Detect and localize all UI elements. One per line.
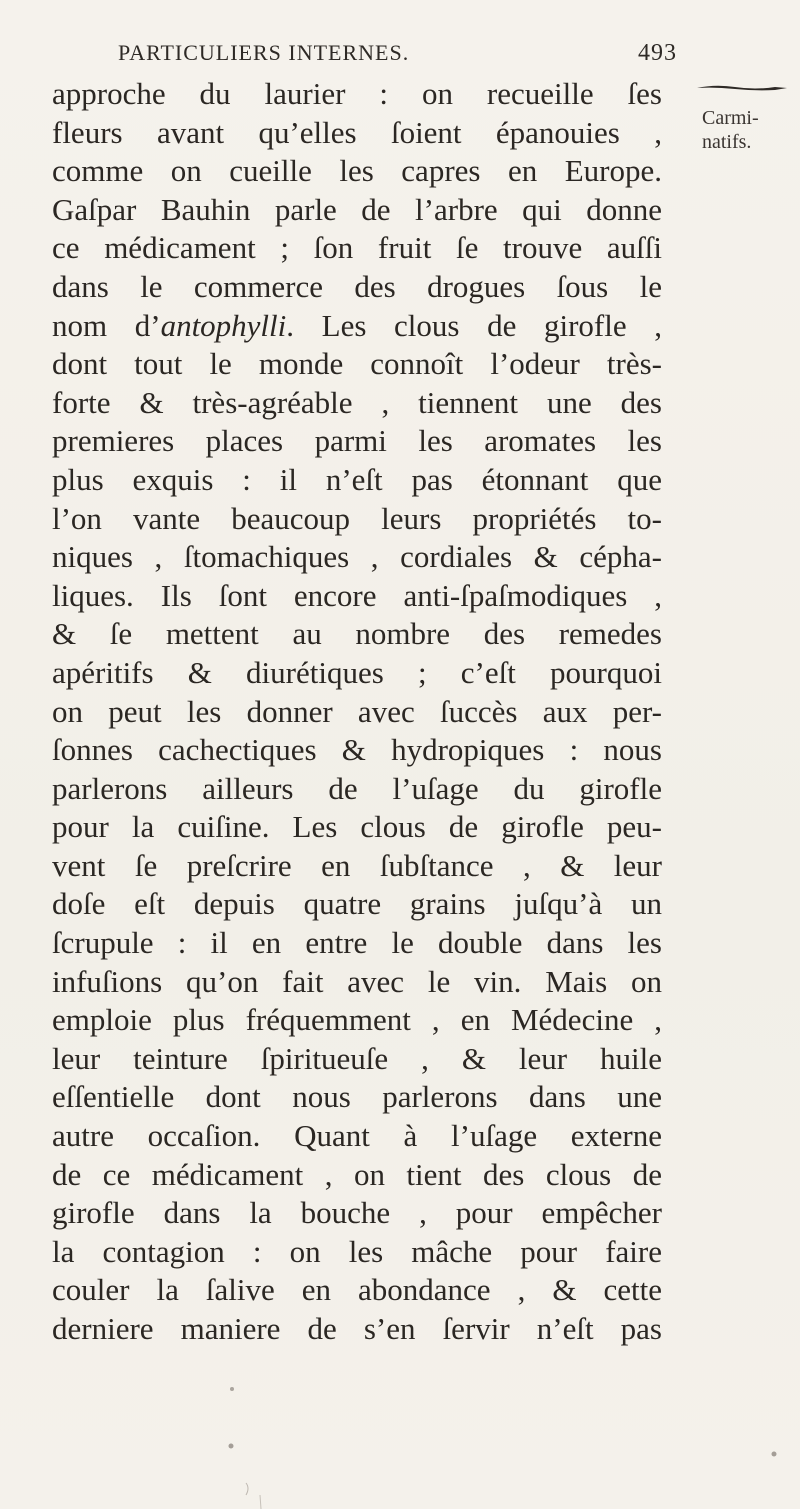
text-line: niques , ſtomachiques , cordiales & cépha- [52, 539, 662, 575]
text-line: couler la ſalive en abondance , & cette [52, 1272, 662, 1308]
text-line: premieres places parmi les aromates les [52, 423, 662, 459]
italic-term: antophylli [160, 307, 287, 343]
text-line: Gaſpar Bauhin parle de l’arbre qui donne [52, 191, 662, 227]
text-line: girofle dans la bouche , pour empêcher [52, 1195, 662, 1231]
text-line-with-italic [52, 307, 662, 346]
text-line: forte & très-agréable , tiennent une des [52, 384, 662, 420]
text-line: comme on cueille les capres en Europe. [52, 153, 662, 189]
text-line: autre occaſion. Quant à l’uſage externe [52, 1118, 662, 1154]
text-line: ſcrupule : il en entre le double dans les [52, 925, 662, 961]
running-head-title: PARTICULIERS INTERNES. [118, 40, 410, 65]
body-text [52, 75, 662, 1349]
margin-note [702, 106, 798, 154]
margin-note-line: Carmi- [702, 107, 759, 129]
text-line: ce médicament ; ſon fruit ſe trouve auſſi [52, 230, 662, 266]
text-line: apéritifs & diurétiques ; c’eſt pourquoi [52, 654, 662, 690]
page-number: 493 [638, 40, 677, 66]
text-line: dont tout le monde connoît l’odeur très- [52, 346, 662, 382]
text-line: ſonnes cachectiques & hydropiques : nous [52, 732, 662, 768]
text-line: emploie plus fréquemment , en Médecine , [52, 1002, 662, 1038]
text-fragment: nom d’ [52, 307, 161, 343]
text-line: pour la cuiſine. Les clous de girofle peu- [52, 809, 662, 845]
margin-note-line: natifs. [702, 131, 752, 153]
text-line: infuſions qu’on fait avec le vin. Mais on [52, 963, 662, 999]
text-line: la contagion : on les mâche pour faire [52, 1233, 662, 1269]
text-line: fleurs avant qu’elles ſoient épanouies , [52, 114, 662, 150]
text-line: doſe eſt depuis quatre grains juſqu’à un [52, 886, 662, 922]
running-head [118, 40, 677, 70]
text-line: on peut les donner avec ſuccès aux per- [52, 693, 662, 729]
text-line: de ce médicament , on tient des clous de [52, 1156, 662, 1192]
text-line: derniere maniere de s’en ſervir n’eſt pas [52, 1311, 662, 1346]
paper-specks [0, 1380, 800, 1509]
margin-ornament-icon [695, 84, 789, 92]
text-line: plus exquis : il n’eſt pas étonnant que [52, 461, 662, 497]
text-line: dans le commerce des drogues ſous le [52, 268, 662, 304]
text-line: liques. Ils ſont encore anti-ſpaſmodiques , [52, 577, 662, 613]
text-fragment: . Les clous de girofle , [286, 307, 662, 343]
text-line: vent ſe preſcrire en ſubſtance , & leur [52, 847, 662, 883]
text-line: & ſe mettent au nombre des remedes [52, 616, 662, 652]
text-line: parlerons ailleurs de l’uſage du girofle [52, 770, 662, 806]
text-line: approche du laurier : on recueille ſes [52, 76, 662, 111]
text-line: leur teinture ſpiritueuſe , & leur huile [52, 1040, 662, 1076]
text-line: l’on vante beaucoup leurs propriétés to- [52, 500, 662, 536]
text-line: eſſentielle dont nous parlerons dans une [52, 1079, 662, 1115]
